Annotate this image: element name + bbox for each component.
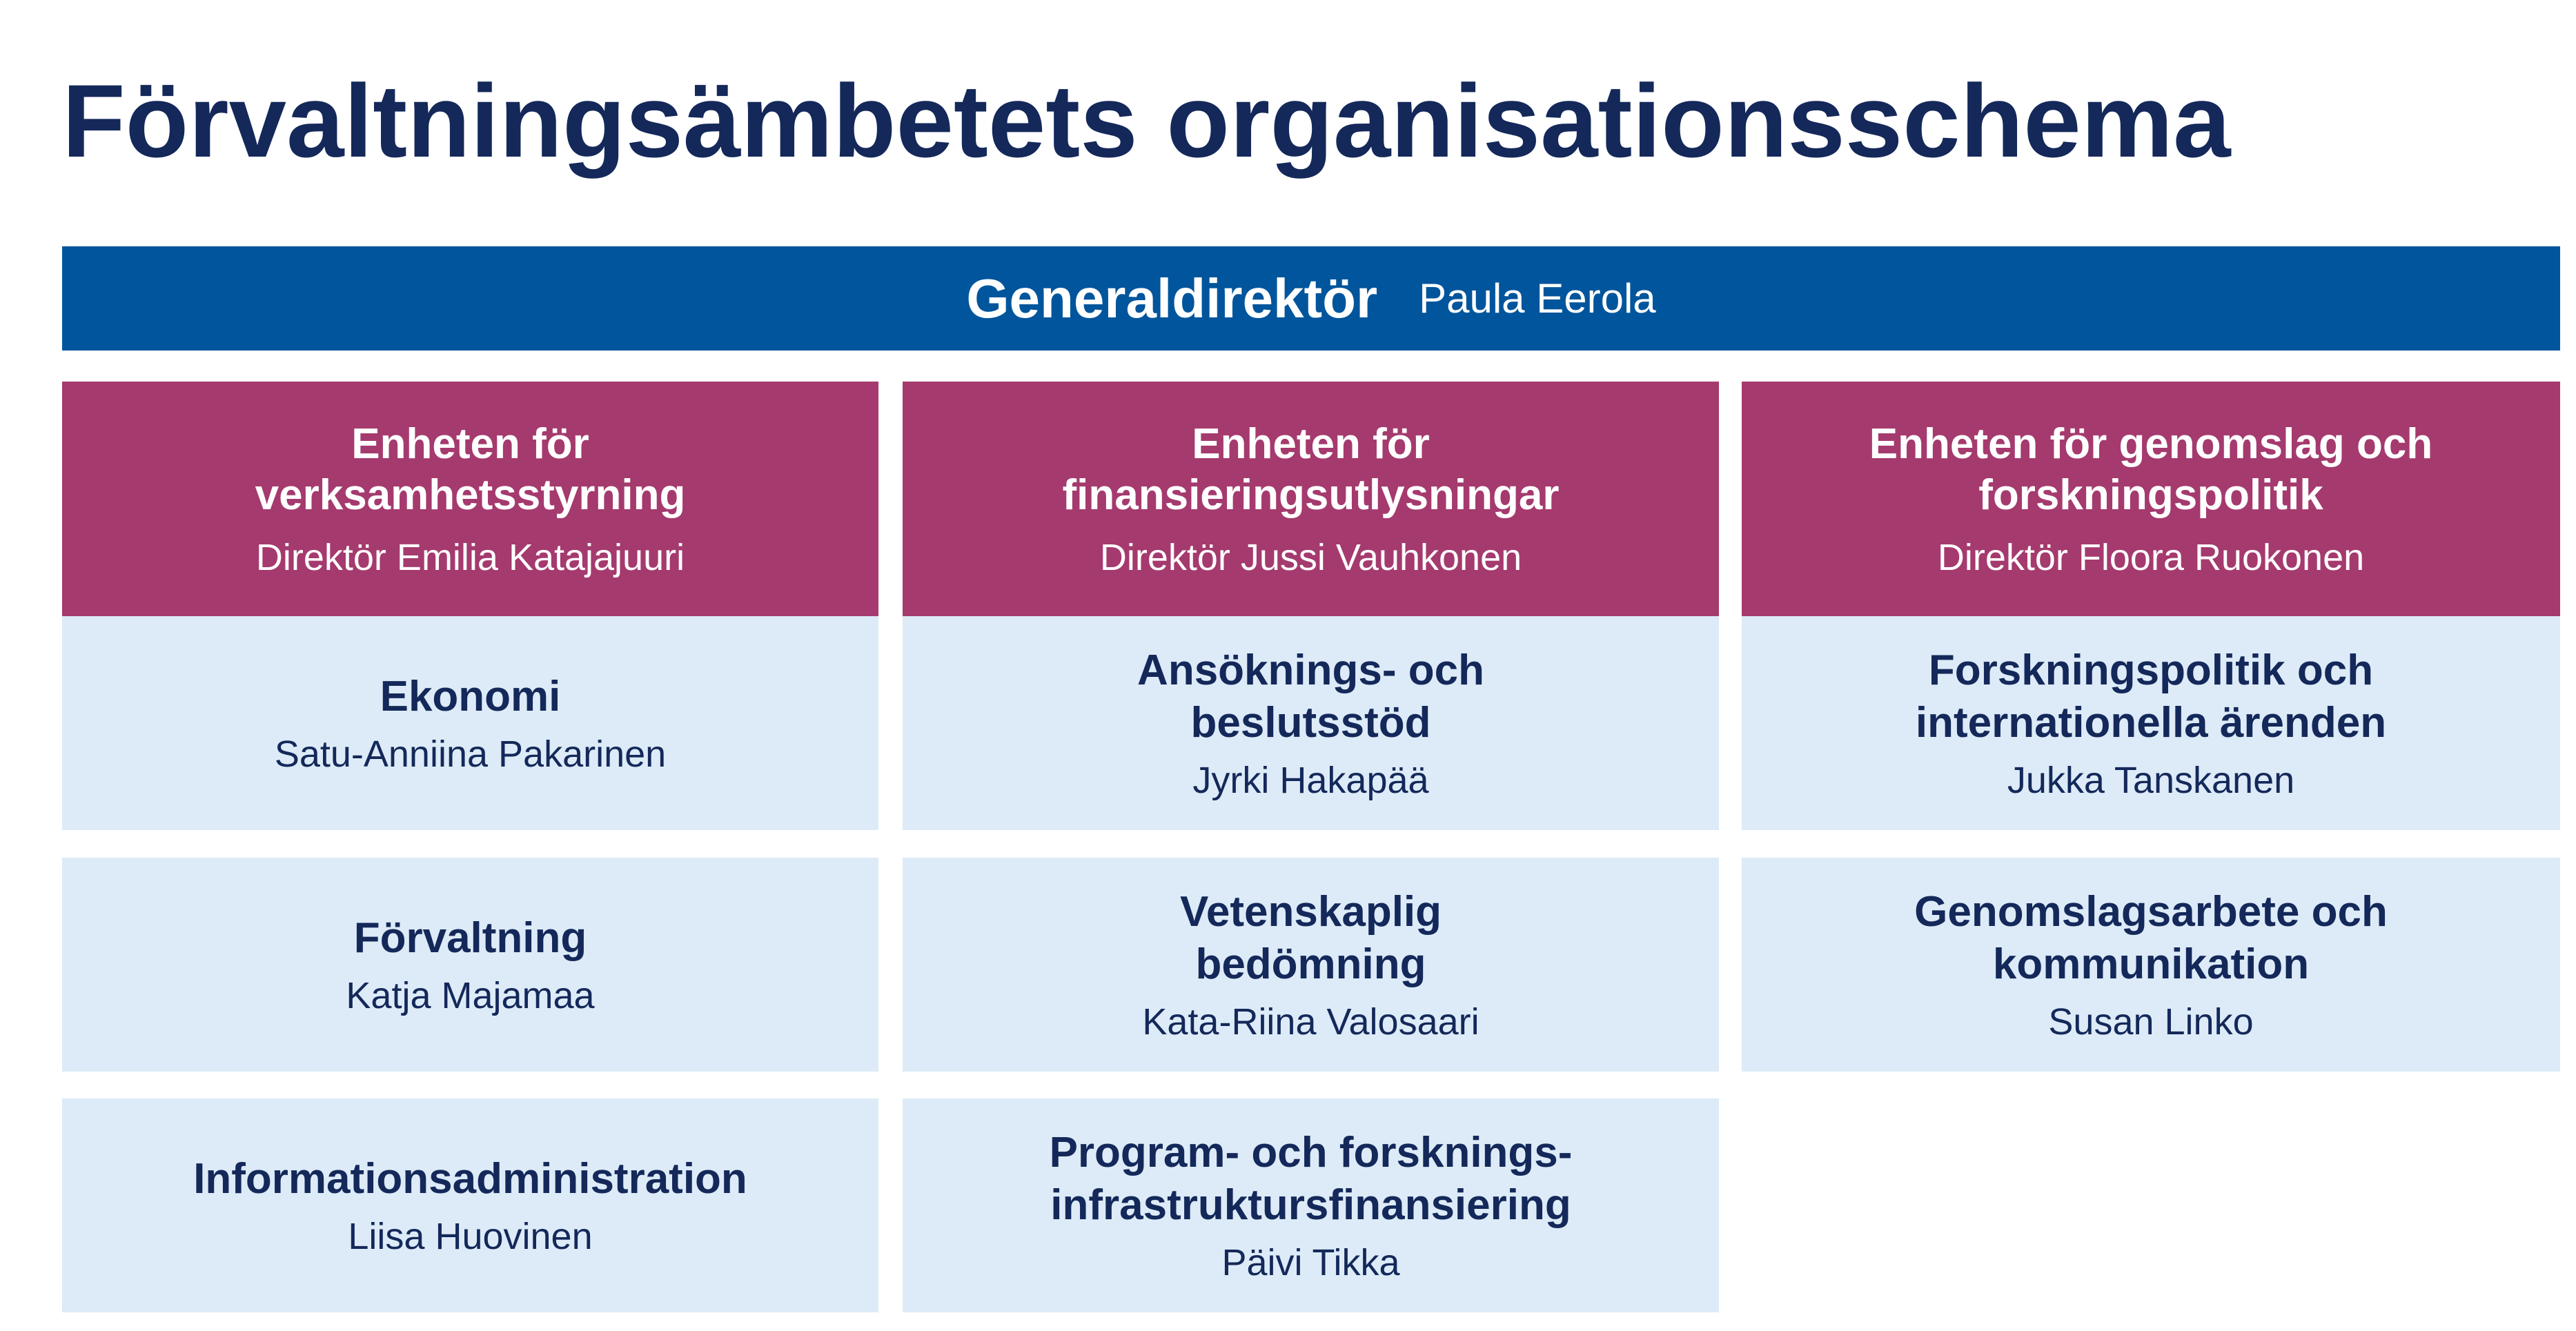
department-head: Jyrki Hakapää: [1192, 759, 1429, 801]
department-head: Päivi Tikka: [1221, 1241, 1400, 1283]
department-title: Genomslagsarbete och kommunikation: [1914, 888, 2388, 988]
department-head: Jukka Tanskanen: [2007, 759, 2295, 801]
unit-box-operational-steering: [62, 382, 878, 616]
unit-director: Direktör Emilia Katajajuuri: [255, 537, 685, 579]
unit-box-impact-research-policy: [1742, 382, 2560, 616]
department-box-impact-communications: [1742, 858, 2560, 1072]
department-head: Susan Linko: [2048, 1000, 2254, 1043]
department-head: Satu-Anniina Pakarinen: [274, 733, 667, 775]
unit-title: Enheten för verksamhetsstyrning: [255, 420, 686, 519]
department-title: Forskningspolitik och internationella ärenden: [1915, 647, 2387, 747]
department-title: Ansöknings- och beslutsstöd: [1137, 647, 1484, 747]
page-title: Förvaltningsämbetets organisationsschema: [62, 63, 2231, 179]
unit-director: Direktör Jussi Vauhkonen: [1099, 537, 1522, 579]
department-head: Liisa Huovinen: [348, 1215, 593, 1257]
department-box-economy: [62, 616, 878, 830]
department-box-application-support: [903, 616, 1719, 830]
general-director-name: Paula Eerola: [1419, 275, 1656, 322]
department-box-information-management: [62, 1098, 878, 1312]
department-head: Katja Majamaa: [346, 974, 595, 1016]
department-box-scientific-review: [903, 858, 1719, 1072]
department-title: Program- och forsknings- infrastruktursfinansiering: [1049, 1129, 1573, 1229]
department-title: Ekonomi: [380, 673, 561, 721]
department-box-research-policy-international: [1742, 616, 2560, 830]
department-title: Förvaltning: [353, 914, 587, 963]
department-box-administration: [62, 858, 878, 1072]
unit-director: Direktör Floora Ruokonen: [1937, 537, 2365, 579]
unit-title: Enheten för genomslag och forskningspolitik: [1869, 420, 2433, 519]
general-director-box: [62, 246, 2560, 351]
department-title: Vetenskaplig bedömning: [1179, 888, 1442, 988]
department-title: Informationsadministration: [193, 1155, 747, 1203]
unit-box-funding-calls: [903, 382, 1719, 616]
general-director-title: Generaldirektör: [966, 267, 1378, 329]
unit-title: Enheten för finansieringsutlysningar: [1062, 420, 1560, 519]
department-box-programme-infrastructure-funding: [903, 1098, 1719, 1312]
department-head: Kata-Riina Valosaari: [1142, 1000, 1479, 1043]
